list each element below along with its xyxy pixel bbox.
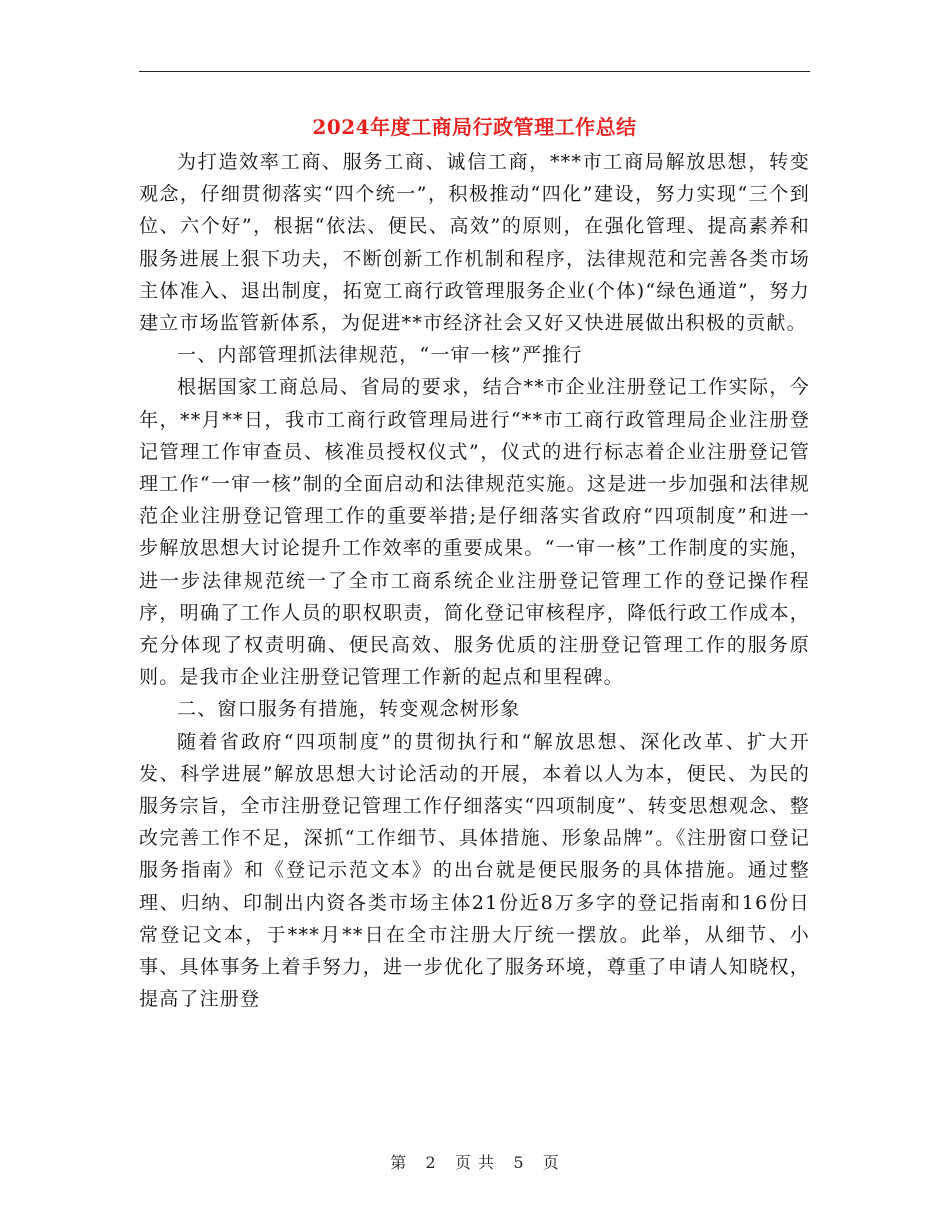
page-footer xyxy=(0,1152,950,1174)
section-heading-2: 二、窗口服务有措施，转变观念树形象 xyxy=(177,698,521,721)
section-2-paragraph: 随着省政府“四项制度”的贯彻执行和“解放思想、深化改革、扩大开发、科学进展”解放思想大讨论活动的开展，本着以人为本，便民、为民的服务宗旨，全市注册登记管理工作仔细落实“四项制度”、转变思想观念、整改完善工作不足，深抓“工作细节、具体措施、形象品牌”。《注册窗口登记服务指南》和《登记示范文本》的出台就是便民服务的具体措施。通过整理、归纳、印制出内资各类市场主体21份近8万多字的登记指南和16份日常登记文本，于***月**日在全市注册大厅统一摆放。此举，从细节、小事、具体事务上着手努力，进一步优化了服务环境，尊重了申请人知晓权，提高了注册登 xyxy=(139,730,810,1011)
footer-total-pages: 5 xyxy=(513,1153,525,1172)
intro-paragraph: 为打造效率工商、服务工商、诚信工商，***市工商局解放思想，转变观念，仔细贯彻落实“四个统一”，积极推动“四化”建设，努力实现“三个到位、六个好”，根据“依法、便民、高效”的原则，在强化管理、提高素养和服务进展上狠下功夫，不断创新工作机制和程序，法律规范和完善各类市场主体准入、退出制度，拓宽工商行政管理服务企业(个体)“绿色通道”，努力建立市场监管新体系，为促进**市经济社会又好又快进展做出积极的贡献。 xyxy=(139,151,810,335)
document-body xyxy=(139,146,810,1015)
section-1-paragraph: 根据国家工商总局、省局的要求，结合**市企业注册登记工作实际，今年，**月**日，我市工商行政管理局进行“**市工商行政管理局企业注册登记管理工作审查员、核准员授权仪式”，仪式的进行标志着企业注册登记管理工作“一审一核”制的全面启动和法律规范实施。这是进一步加强和法律规范企业注册登记管理工作的重要举措;是仔细落实省政府“四项制度”和进一步解放思想大讨论提升工作效率的重要成果。“一审一核”工作制度的实施，进一步法律规范统一了全市工商系统企业注册登记管理工作的登记操作程序，明确了工作人员的职权职责，简化登记审核程序，降低行政工作成本，充分体现了权责明确、便民高效、服务优质的注册登记管理工作的服务原则。是我市企业注册登记管理工作新的起点和里程碑。 xyxy=(139,376,810,689)
footer-mid: 页 共 xyxy=(454,1153,496,1172)
footer-current-page: 2 xyxy=(425,1153,437,1172)
header-rule xyxy=(139,71,810,72)
footer-suffix: 页 xyxy=(542,1153,560,1172)
section-heading-1: 一、内部管理抓法律规范，“一审一核”严推行 xyxy=(177,344,583,367)
document-title: 2024年度工商局行政管理工作总结 xyxy=(312,115,637,139)
footer-prefix: 第 xyxy=(390,1153,408,1172)
